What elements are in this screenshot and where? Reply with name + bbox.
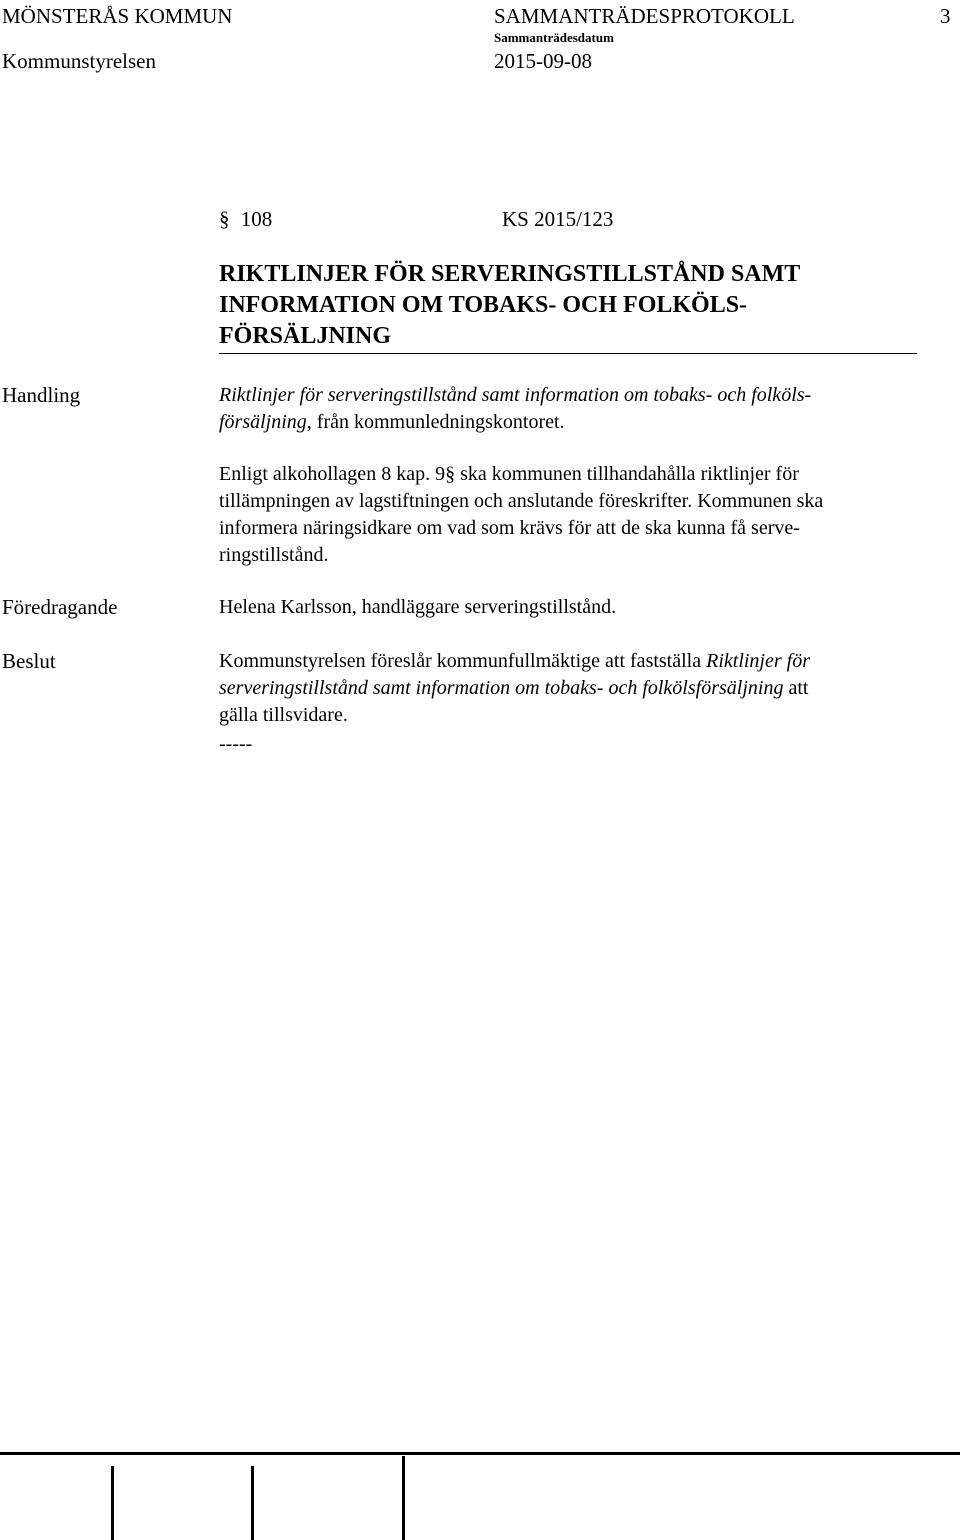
municipality-name: MÖNSTERÅS KOMMUN — [2, 4, 233, 28]
item-title-line-1: RIKTLINJER FÖR SERVERINGSTILLSTÅND SAMT — [219, 261, 801, 287]
committee-name: Kommunstyrelsen — [2, 49, 156, 73]
beslut-line-2: serveringstillstånd samt information om tobaks- och folkölsförsäljning att — [219, 677, 809, 699]
item-title-line-2: INFORMATION OM TOBAKS- OCH FOLKÖLS- — [219, 292, 748, 318]
beslut-label: Beslut — [2, 649, 56, 673]
signature-divider-3 — [402, 1456, 405, 1540]
case-number: KS 2015/123 — [502, 207, 614, 231]
beslut-line-1: Kommunstyrelsen föreslår kommunfullmäktige att fastställa Riktlinjer för — [219, 650, 810, 672]
handling-para-line-4: ringstillstånd. — [219, 544, 329, 566]
handling-para-line-3: informera näringsidkare om vad som krävs för att de ska kunna få serve- — [219, 517, 800, 539]
date-label: Sammanträdesdatum — [494, 30, 614, 45]
item-title-line-3: FÖRSÄLJNING — [219, 323, 392, 349]
page-number: 3 — [940, 4, 951, 28]
item-title — [219, 259, 800, 352]
beslut-line-3: gälla tillsvidare. — [219, 704, 348, 726]
item-heading — [219, 203, 272, 235]
meeting-date: 2015-09-08 — [494, 49, 592, 73]
foredragande-text: Helena Karlsson, handläggare serveringstillstånd. — [219, 596, 617, 618]
handling-doc-line-1: Riktlinjer för serveringstillstånd samt information om tobaks- och folköls- — [219, 384, 812, 406]
handling-text — [219, 382, 919, 436]
protocol-type: SAMMANTRÄDESPROTOKOLL — [494, 4, 795, 28]
footer-rule — [0, 1452, 960, 1455]
handling-label: Handling — [2, 383, 81, 407]
signature-divider-1 — [111, 1466, 114, 1540]
title-underline — [219, 353, 917, 354]
handling-paragraph — [219, 461, 919, 569]
foredragande-label: Föredragande — [2, 595, 118, 619]
item-number: 108 — [240, 207, 273, 231]
signature-divider-2 — [251, 1466, 254, 1540]
end-mark: ----- — [219, 733, 253, 755]
beslut-text — [219, 648, 919, 759]
handling-para-line-1: Enligt alkohollagen 8 kap. 9§ ska kommunen tillhandahålla riktlinjer för — [219, 463, 799, 485]
handling-para-line-2: tillämpningen av lagstiftningen och anslutande föreskrifter. Kommunen ska — [219, 490, 824, 512]
handling-doc-line-2: försäljning, från kommunledningskontoret. — [219, 411, 565, 433]
section-symbol: § — [219, 207, 230, 231]
